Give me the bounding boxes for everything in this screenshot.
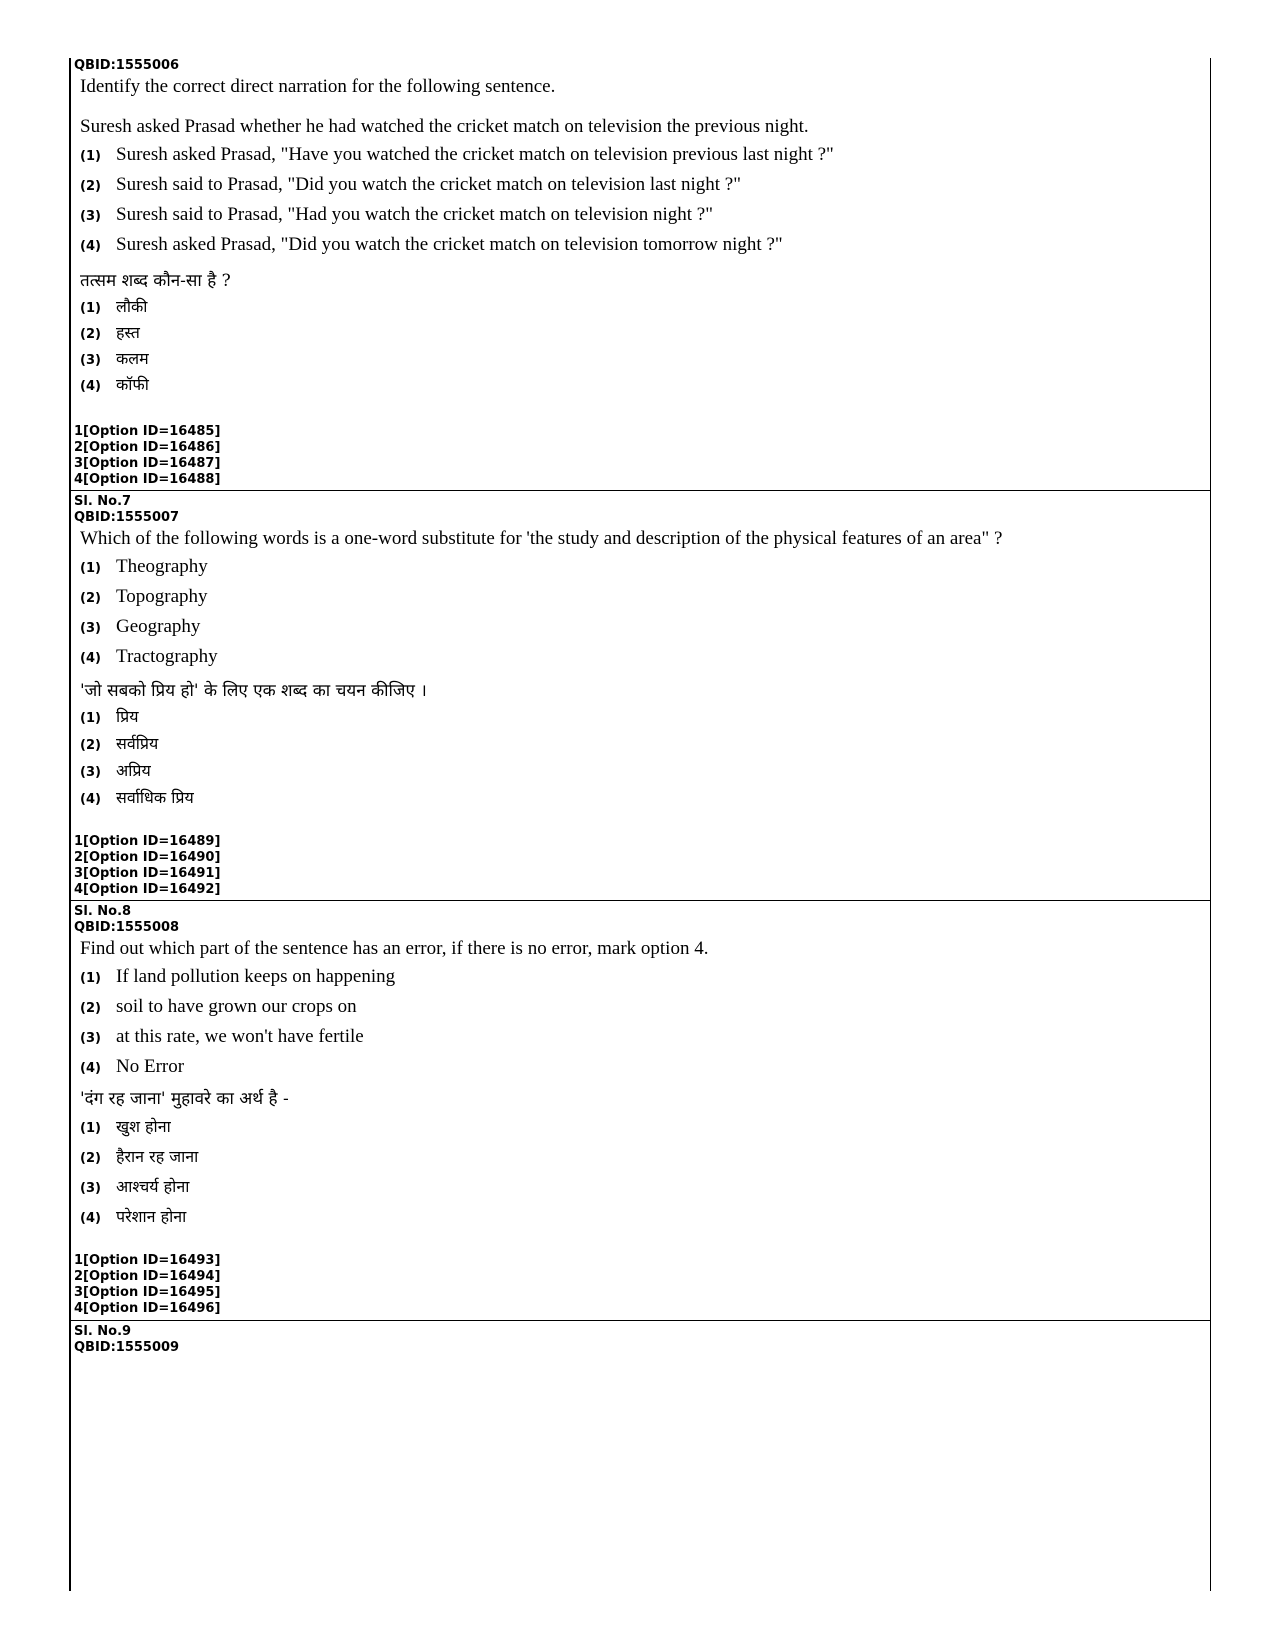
left-border	[69, 58, 71, 1591]
option-number: (3)	[80, 765, 101, 780]
option-text: Suresh asked Prasad, "Did you watch the cricket match on television tomorrow night ?"	[116, 234, 783, 255]
qbid-label: QBID:1555008	[74, 920, 180, 935]
option-number: (4)	[80, 1061, 101, 1076]
option-item	[74, 144, 1204, 174]
right-border	[1210, 58, 1211, 1591]
option-number: (3)	[80, 621, 101, 636]
option-item	[74, 174, 1204, 204]
option-id-list	[74, 424, 220, 488]
hindi-options	[74, 1115, 1204, 1235]
option-number: (1)	[80, 561, 101, 576]
option-id: 3[Option ID=16491]	[74, 866, 221, 881]
question-prompt: Find out which part of the sentence has an error, if there is no error, mark option 4.	[80, 938, 709, 959]
question-block-9	[74, 1324, 1204, 1356]
option-number: (1)	[80, 149, 101, 164]
option-text: Geography	[116, 616, 201, 637]
option-number: (3)	[80, 1181, 101, 1196]
option-item	[74, 705, 1204, 732]
option-item	[74, 321, 1204, 347]
option-number: (4)	[80, 379, 101, 394]
english-options	[74, 144, 1204, 264]
option-item	[74, 1115, 1204, 1145]
option-item	[74, 347, 1204, 373]
option-item	[74, 966, 1204, 996]
option-item	[74, 373, 1204, 399]
option-text: at this rate, we won't have fertile	[116, 1026, 364, 1047]
option-id: 3[Option ID=16487]	[74, 456, 221, 471]
option-number: (4)	[80, 1211, 101, 1226]
option-item	[74, 1026, 1204, 1056]
option-text: Tractography	[116, 646, 218, 667]
option-text: Suresh said to Prasad, "Did you watch the cricket match on television last night ?"	[116, 174, 741, 195]
option-number: (4)	[80, 792, 101, 807]
option-text: If land pollution keeps on happening	[116, 966, 396, 987]
option-id: 1[Option ID=16489]	[74, 834, 221, 849]
option-id-list	[74, 834, 220, 898]
option-id: 4[Option ID=16496]	[74, 1301, 221, 1316]
option-item	[74, 996, 1204, 1026]
qbid-label: QBID:1555006	[74, 58, 180, 73]
qbid-label: QBID:1555007	[74, 510, 180, 525]
option-number: (2)	[80, 591, 101, 606]
hindi-options	[74, 295, 1204, 399]
serial-number: Sl. No.8	[74, 904, 132, 919]
option-id: 4[Option ID=16488]	[74, 472, 221, 487]
hindi-prompt: 'जो सबको प्रिय हो' के लिए एक शब्द का चयन कीजिए ।	[80, 681, 427, 701]
option-id: 2[Option ID=16494]	[74, 1269, 221, 1284]
option-number: (2)	[80, 1001, 101, 1016]
question-divider	[70, 900, 1211, 901]
option-number: (2)	[80, 738, 101, 753]
option-number: (3)	[80, 209, 101, 224]
question-block-7	[74, 494, 1204, 813]
question-divider	[70, 1320, 1211, 1321]
option-number: (2)	[80, 327, 101, 342]
option-number: (4)	[80, 239, 101, 254]
option-number: (4)	[80, 651, 101, 666]
option-item	[74, 1205, 1204, 1235]
option-item	[74, 556, 1204, 586]
option-text: कलम	[116, 349, 149, 368]
option-text: लौकी	[116, 297, 148, 316]
option-id: 2[Option ID=16490]	[74, 850, 221, 865]
option-id: 2[Option ID=16486]	[74, 440, 221, 455]
option-item	[74, 786, 1204, 813]
option-text: कॉफी	[116, 375, 149, 394]
option-text: प्रिय	[116, 707, 139, 726]
hindi-prompt: तत्सम शब्द कौन-सा है ?	[80, 271, 231, 291]
option-item	[74, 1145, 1204, 1175]
option-item	[74, 646, 1204, 676]
option-number: (2)	[80, 179, 101, 194]
question-sentence: Suresh asked Prasad whether he had watched the cricket match on television the previous night.	[80, 116, 809, 137]
option-text: हैरान रह जाना	[116, 1147, 199, 1166]
option-text: Suresh asked Prasad, "Have you watched the cricket match on television previous last night ?"	[116, 144, 834, 165]
option-text: अप्रिय	[116, 761, 151, 780]
serial-number: Sl. No.9	[74, 1324, 132, 1339]
hindi-prompt: 'दंग रह जाना' मुहावरे का अर्थ है -	[80, 1089, 289, 1109]
option-item	[74, 1175, 1204, 1205]
option-text: सर्वप्रिय	[116, 734, 159, 753]
option-text: soil to have grown our crops on	[116, 996, 357, 1017]
option-id: 4[Option ID=16492]	[74, 882, 221, 897]
option-item	[74, 1056, 1204, 1084]
option-text: परेशान होना	[116, 1207, 187, 1226]
option-text: हस्त	[116, 323, 140, 342]
option-text: आश्चर्य होना	[116, 1177, 190, 1196]
option-text: खुश होना	[116, 1117, 171, 1136]
qbid-label: QBID:1555009	[74, 1340, 180, 1355]
option-id: 3[Option ID=16495]	[74, 1285, 221, 1300]
english-options	[74, 966, 1204, 1084]
question-prompt: Identify the correct direct narration for the following sentence.	[80, 76, 556, 97]
option-id: 1[Option ID=16493]	[74, 1253, 221, 1268]
option-text: Theography	[116, 556, 208, 577]
option-number: (2)	[80, 1151, 101, 1166]
option-text: Suresh said to Prasad, "Had you watch the cricket match on television night ?"	[116, 204, 713, 225]
option-id: 1[Option ID=16485]	[74, 424, 221, 439]
option-item	[74, 586, 1204, 616]
option-item	[74, 616, 1204, 646]
option-number: (3)	[80, 353, 101, 368]
option-item	[74, 732, 1204, 759]
option-item	[74, 759, 1204, 786]
option-number: (1)	[80, 301, 101, 316]
question-block-6	[74, 58, 1204, 399]
option-item	[74, 295, 1204, 321]
english-options	[74, 556, 1204, 676]
option-item	[74, 234, 1204, 264]
option-text: Topography	[116, 586, 208, 607]
question-divider	[70, 490, 1211, 491]
question-prompt: Which of the following words is a one-word substitute for 'the study and description of the physical features of an area" ?	[80, 528, 1003, 549]
option-number: (1)	[80, 1121, 101, 1136]
option-number: (1)	[80, 711, 101, 726]
hindi-options	[74, 705, 1204, 813]
option-item	[74, 204, 1204, 234]
question-block-8	[74, 904, 1204, 1235]
option-number: (3)	[80, 1031, 101, 1046]
option-number: (1)	[80, 971, 101, 986]
serial-number: Sl. No.7	[74, 494, 132, 509]
option-id-list	[74, 1253, 220, 1317]
option-text: No Error	[116, 1056, 185, 1077]
option-text: सर्वाधिक प्रिय	[116, 788, 194, 807]
